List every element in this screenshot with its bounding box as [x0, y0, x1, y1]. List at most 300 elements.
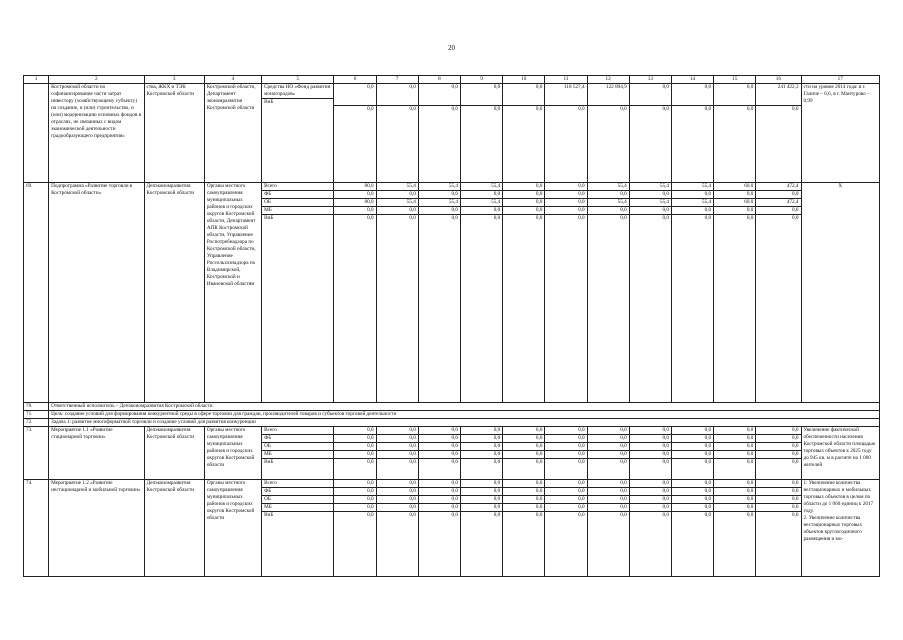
amount-value: 0,0 [451, 459, 458, 465]
amount-value: 0,0 [493, 106, 501, 112]
amount-value: 0,0 [377, 435, 418, 443]
amount-value: 0,0 [377, 427, 418, 435]
amount-value: 0,0 [545, 435, 586, 443]
amount-value: 0,0 [545, 443, 586, 451]
amount-value: 0,0 [535, 512, 543, 518]
amount-column [671, 480, 713, 577]
amount-value: 0,0 [792, 106, 799, 112]
amount-column [714, 84, 756, 183]
amount-column [418, 427, 460, 480]
amount-column [545, 183, 587, 403]
amount-value: 55,4 [419, 183, 460, 191]
amount-column [418, 183, 460, 403]
header-cell: 2 [49, 76, 144, 84]
amount-value: 0,0 [377, 191, 418, 199]
measure-name: Мероприятие 1.1 «Развитие стационарной торговли» [49, 427, 144, 480]
amount-value: 0,0 [672, 207, 713, 215]
amount-value: 0,0 [714, 496, 755, 504]
amount-value: 0,0 [545, 480, 586, 488]
amount-value: 0,0 [503, 443, 544, 451]
amount-value: 0,0 [461, 451, 502, 459]
header-cell: 1 [24, 76, 49, 84]
amount-value: 60,0 [714, 183, 755, 191]
amount-value: 0,0 [419, 191, 460, 199]
amount-value: 0,0 [545, 199, 586, 207]
amount-value: 0,0 [451, 106, 458, 112]
amount-value: 0,0 [756, 451, 800, 459]
amount-value: 0,0 [545, 496, 586, 504]
amount-value: 0,0 [545, 451, 586, 459]
amount-value: 0,0 [334, 504, 375, 512]
amount-value: 0,0 [545, 183, 586, 191]
amount-value: 0,0 [746, 512, 754, 518]
funding-sources [262, 84, 334, 183]
header-cell: 13 [629, 76, 671, 84]
amount-value: 472,4 [756, 199, 800, 207]
amount-column [376, 84, 418, 183]
amount-value: 0,0 [746, 459, 754, 465]
amount-value: 0,0 [334, 207, 375, 215]
amount-value: 0,0 [578, 215, 585, 221]
amount-value: 0,0 [334, 191, 375, 199]
amount-value: 0,0 [367, 459, 374, 465]
participants: Органы местного самоуправления муниципальных районов и городских округов Костромской области [204, 427, 261, 480]
amount-value: 0,0 [662, 512, 669, 518]
amount-value: 0,0 [367, 512, 374, 518]
section-row [24, 403, 880, 411]
measure-name: Подпрограмма «Развитие торговли в Костромской области» [49, 183, 144, 403]
funding-source-label: ОБ [262, 496, 333, 504]
amount-value: 0,0 [503, 451, 544, 459]
amount-value: 0,0 [588, 451, 629, 459]
amount-value: 0,0 [620, 512, 627, 518]
funding-source-label: Всего [262, 427, 333, 435]
amount-value: 0,0 [714, 427, 755, 435]
amount-value: 55,4 [588, 183, 629, 191]
amount-column [334, 480, 376, 577]
funding-source-label: Средства НО «Фонд развития моногородов» [262, 84, 333, 99]
amount-value: 0,0 [662, 215, 669, 221]
amount-column [587, 183, 629, 403]
amount-column [587, 427, 629, 480]
amount-value: 0,0 [714, 504, 755, 512]
amount-value: 55,4 [672, 183, 713, 191]
amount-column [587, 84, 629, 183]
header-cell: 4 [204, 76, 261, 84]
amount-value: 0,0 [756, 480, 800, 488]
row-number: 73. [24, 427, 49, 480]
amount-value: 0,0 [419, 207, 460, 215]
amount-value: 0,0 [588, 443, 629, 451]
amount-value: 0,0 [588, 488, 629, 496]
funding-source-label: ФБ [262, 191, 333, 199]
program-table [23, 75, 880, 577]
funding-sources [262, 427, 334, 480]
amount-column [460, 84, 502, 183]
amount-value: 0,0 [503, 488, 544, 496]
amount-value: 0,0 [419, 435, 460, 443]
funding-source-label: ОБ [262, 443, 333, 451]
funding-source-label: ВнБ [264, 512, 274, 518]
header-cell: 5 [262, 76, 334, 84]
executor: Депэкономразвития Костромской области [144, 183, 204, 403]
amount-column [503, 183, 545, 403]
amount-value: 0,0 [620, 106, 627, 112]
amount-column [460, 427, 502, 480]
amount-value: 0,0 [756, 427, 800, 435]
amount-value: 60,0 [714, 199, 755, 207]
funding-source-label: МБ [262, 451, 333, 459]
amount-column [460, 480, 502, 577]
amount-column [334, 84, 376, 183]
amount-value: 0,0 [461, 488, 502, 496]
measure-name: Мероприятие 1.2 «Развитие нестационарной и мобильной торговли» [49, 480, 144, 577]
table-row [24, 427, 880, 480]
amount-value: 0,0 [461, 496, 502, 504]
amount-value: 0,0 [672, 504, 713, 512]
amount-value: 0,0 [493, 459, 501, 465]
amount-value: 0,0 [714, 207, 755, 215]
amount-column [503, 427, 545, 480]
amount-value: 55,4 [461, 183, 502, 191]
amount-value: 0,0 [493, 512, 501, 518]
amount-value: 0,0 [409, 512, 416, 518]
amount-value: 0,0 [377, 488, 418, 496]
amount-value: 0,0 [630, 427, 671, 435]
amount-value: 0,0 [672, 480, 713, 488]
amount-value: 0,0 [756, 207, 800, 215]
amount-value: 0,0 [419, 488, 460, 496]
amount-value: 0,0 [419, 480, 460, 488]
amount-value: 0,0 [419, 496, 460, 504]
header-row [24, 76, 880, 84]
amount-value: 0,0 [704, 106, 712, 112]
amount-column [503, 84, 545, 183]
participants: Органы местного самоуправления муниципальных районов и городских округов Костромской области [204, 480, 261, 577]
amount-value: 0,0 [419, 84, 460, 106]
amount-value: 0,0 [334, 488, 375, 496]
amount-value: 0,0 [714, 488, 755, 496]
amount-column [460, 183, 502, 403]
funding-source-label: МБ [262, 504, 333, 512]
amount-value: 0,0 [545, 427, 586, 435]
amount-value: 0,0 [578, 106, 585, 112]
header-cell: 12 [587, 76, 629, 84]
amount-value: 55,4 [672, 199, 713, 207]
row-number: 71. [24, 411, 49, 419]
executor: Депэкономразвития Костромской области [144, 480, 204, 577]
amount-value: 0,0 [503, 207, 544, 215]
participants: Органы местного самоуправления муниципальных районов и городских округов Костромской области, Департамент АПК Костромской области, Управление Роспотребнадзора по Костромской области, Управление Россельхознадзора по Владимирской, Костромской и Ивановской областям [204, 183, 261, 403]
amount-value: 0,0 [588, 504, 629, 512]
amount-value: 0,0 [545, 488, 586, 496]
amount-column [671, 84, 713, 183]
amount-value: 0,0 [630, 504, 671, 512]
amount-value: 0,0 [493, 215, 501, 221]
table-row [24, 84, 880, 183]
amount-value: 0,0 [367, 215, 374, 221]
section-text: Цель: создание условий для формирования конкурентной среды в сфере торговли для граждан, производителей товаров и субъектов торговой деятельности [49, 411, 880, 419]
amount-value: 0,0 [630, 207, 671, 215]
amount-value: 0,0 [503, 496, 544, 504]
amount-value: 0,0 [334, 480, 375, 488]
amount-value: 0,0 [630, 496, 671, 504]
amount-value: 0,0 [704, 215, 712, 221]
amount-value: 0,0 [588, 480, 629, 488]
amount-value: 55,4 [377, 183, 418, 191]
amount-value: 0,0 [588, 435, 629, 443]
amount-column [629, 183, 671, 403]
amount-value: 118 527,4 [545, 84, 586, 106]
amount-value: 0,0 [672, 488, 713, 496]
amount-value: 0,0 [714, 435, 755, 443]
amount-column [714, 427, 756, 480]
amount-value: 0,0 [377, 207, 418, 215]
amount-value: 0,0 [545, 504, 586, 512]
amount-value: 0,0 [503, 191, 544, 199]
amount-value: 0,0 [704, 512, 712, 518]
amount-value: 0,0 [746, 215, 754, 221]
amount-value: 0,0 [503, 480, 544, 488]
amount-value: 80,0 [334, 183, 375, 191]
amount-value: 0,0 [630, 488, 671, 496]
amount-value: 0,0 [419, 504, 460, 512]
amount-value: 0,0 [630, 451, 671, 459]
amount-value: 0,0 [409, 106, 416, 112]
amount-value: 55,4 [588, 199, 629, 207]
amount-value: 0,0 [662, 106, 669, 112]
amount-column [671, 427, 713, 480]
amount-value: 0,0 [672, 191, 713, 199]
amount-value: 0,0 [588, 427, 629, 435]
expected-result: Увеличение фактической обеспеченности населения Костромской области площадью торговых объектов к 2025 году до 945 кв. м в расчете на 1 000 жителей [801, 427, 880, 480]
amount-value: 0,0 [334, 84, 375, 106]
amount-value: 55,4 [419, 199, 460, 207]
funding-source-label: ВнБ [264, 459, 274, 465]
amount-value: 0,0 [756, 443, 800, 451]
amount-value: 0,0 [545, 191, 586, 199]
header-cell: 9 [460, 76, 502, 84]
amount-value: 0,0 [756, 435, 800, 443]
section-row [24, 411, 880, 419]
header-cell: 7 [376, 76, 418, 84]
amount-value: 472,4 [756, 183, 800, 191]
amount-value: 0,0 [535, 106, 543, 112]
amount-column [545, 480, 587, 577]
amount-value: 0,0 [672, 435, 713, 443]
amount-value: 0,0 [377, 480, 418, 488]
table-row [24, 480, 880, 577]
amount-column [418, 480, 460, 577]
amount-value: 0,0 [451, 215, 458, 221]
amount-value: 0,0 [714, 191, 755, 199]
funding-sources [262, 183, 334, 403]
amount-value: 0,0 [377, 84, 418, 106]
amount-value: 0,0 [588, 496, 629, 504]
amount-value: 0,0 [461, 207, 502, 215]
amount-value: 0,0 [461, 191, 502, 199]
header-cell: 6 [334, 76, 376, 84]
amount-value: 0,0 [672, 451, 713, 459]
amount-value: 0,0 [451, 512, 458, 518]
amount-value: 0,0 [714, 451, 755, 459]
header-cell: 10 [503, 76, 545, 84]
amount-value: 0,0 [334, 451, 375, 459]
funding-source-label: ОБ [262, 199, 333, 207]
funding-source-label: ФБ [262, 488, 333, 496]
expected-result: 1. Увеличение количества нестационарных и мобильных торговых объектов в целом по области до 1 060 единиц к 2017 году. 2. Увеличение количества нестационарных торговых объектов круглогодичного размещения и мо- [801, 480, 880, 577]
amount-column [376, 427, 418, 480]
amount-column [629, 480, 671, 577]
amount-column [756, 84, 801, 183]
amount-column [587, 480, 629, 577]
amount-value: 0,0 [503, 427, 544, 435]
amount-value: 0,0 [756, 488, 800, 496]
executor: ства, ЖКХ и ТЭК Костромской области [144, 84, 204, 183]
amount-column [503, 480, 545, 577]
amount-value: 0,0 [503, 435, 544, 443]
amount-value: 55,4 [377, 199, 418, 207]
row-number: 72. [24, 419, 49, 427]
executor: Депэкономразвития Костромской области [144, 427, 204, 480]
amount-value: 0,0 [503, 84, 544, 106]
amount-value: 0,0 [461, 480, 502, 488]
header-cell: 11 [545, 76, 587, 84]
amount-column [418, 84, 460, 183]
amount-value: 0,0 [503, 183, 544, 191]
row-number: 70. [24, 403, 49, 411]
amount-value: 0,0 [672, 496, 713, 504]
amount-value: 0,0 [620, 215, 627, 221]
amount-value: 0,0 [792, 459, 799, 465]
amount-value: 0,0 [672, 427, 713, 435]
header-cell: 16 [756, 76, 801, 84]
amount-value: 241 422,3 [756, 84, 800, 106]
amount-value: 0,0 [630, 443, 671, 451]
amount-value: 0,0 [377, 443, 418, 451]
amount-value: 0,0 [334, 435, 375, 443]
amount-column [629, 427, 671, 480]
section-row [24, 419, 880, 427]
amount-value: 0,0 [792, 512, 799, 518]
amount-value: 0,0 [588, 207, 629, 215]
funding-source-label: ВнБ [264, 215, 274, 221]
amount-value: 0,0 [334, 427, 375, 435]
amount-value: 0,0 [714, 443, 755, 451]
amount-value: 0,0 [377, 496, 418, 504]
page-number: 20 [448, 44, 455, 52]
amount-column [714, 480, 756, 577]
amount-value: 0,0 [620, 459, 627, 465]
amount-value: 0,0 [662, 459, 669, 465]
amount-value: 0,0 [630, 480, 671, 488]
amount-column [629, 84, 671, 183]
section-text: Ответственный исполнитель – Депэкономразвития Костромской области [49, 403, 880, 411]
amount-value: 0,0 [792, 215, 799, 221]
amount-value: 0,0 [409, 459, 416, 465]
header-cell: 15 [714, 76, 756, 84]
amount-column [671, 183, 713, 403]
header-cell: 14 [671, 76, 713, 84]
amount-value: 0,0 [377, 504, 418, 512]
amount-column [334, 427, 376, 480]
amount-column [756, 480, 801, 577]
amount-value: 0,0 [756, 496, 800, 504]
amount-value: 0,0 [503, 199, 544, 207]
amount-value: 0,0 [672, 84, 713, 106]
expected-result: Х [801, 183, 880, 403]
amount-value: 0,0 [419, 451, 460, 459]
row-number: 69. [24, 183, 49, 403]
amount-value: 0,0 [461, 84, 502, 106]
amount-column [756, 427, 801, 480]
amount-value: 0,0 [672, 443, 713, 451]
amount-value: 0,0 [756, 191, 800, 199]
amount-value: 0,0 [461, 504, 502, 512]
measure-name: Костромской области на софинансирование части затрат инвестору (хозяйствующему субъекту) на создание, и (или) строительство, и (или) модернизацию основных фондов в отраслях, не связанных с видом экономической деятельности градообразующего предприятия» [49, 84, 144, 183]
amount-column [545, 84, 587, 183]
funding-source-label: Всего [262, 480, 333, 488]
amount-value: 55,4 [461, 199, 502, 207]
amount-value: 0,0 [535, 459, 543, 465]
amount-column [545, 427, 587, 480]
funding-sources [262, 480, 334, 577]
amount-value: 0,0 [630, 435, 671, 443]
amount-value: 55,4 [630, 199, 671, 207]
funding-source-label: МБ [262, 207, 333, 215]
amount-column [376, 480, 418, 577]
amount-value: 0,0 [419, 427, 460, 435]
header-cell: 3 [144, 76, 204, 84]
amount-column [756, 183, 801, 403]
section-text: Задача 1: развитие многоформатной торговли и создание условий для развития конкуренции [49, 419, 880, 427]
header-cell: 8 [418, 76, 460, 84]
amount-column [334, 183, 376, 403]
amount-value: 0,0 [461, 443, 502, 451]
amount-column [714, 183, 756, 403]
amount-value: 0,0 [409, 215, 416, 221]
amount-value: 0,0 [377, 451, 418, 459]
amount-value: 0,0 [461, 435, 502, 443]
funding-source-label: ФБ [262, 435, 333, 443]
amount-value: 0,0 [535, 215, 543, 221]
amount-value: 0,0 [578, 459, 585, 465]
amount-column [376, 183, 418, 403]
participants: Костромской области, Департамент экономразвития Костромской области [204, 84, 261, 183]
amount-value: 80,0 [334, 199, 375, 207]
amount-value: 0,0 [630, 84, 671, 106]
amount-value: 0,0 [704, 459, 712, 465]
row-number [24, 84, 49, 183]
amount-value: 0,0 [367, 106, 374, 112]
header-cell: 17 [801, 76, 880, 84]
amount-value: 0,0 [461, 427, 502, 435]
funding-source-label: Всего [262, 183, 333, 191]
amount-value: 0,0 [578, 512, 585, 518]
amount-value: 55,4 [630, 183, 671, 191]
amount-value: 0,0 [334, 443, 375, 451]
amount-value: 0,0 [630, 191, 671, 199]
amount-value: 0,0 [714, 84, 755, 106]
amount-value: 0,0 [334, 496, 375, 504]
amount-value: 0,0 [419, 443, 460, 451]
amount-value: 0,0 [746, 106, 754, 112]
expected-result: сти на уровне 2014 года: в г. Галиче – 0,6, в г. Мантурово – 0,99 [801, 84, 880, 183]
amount-value: 0,0 [714, 480, 755, 488]
amount-value: 0,0 [503, 504, 544, 512]
amount-value: 0,0 [756, 504, 800, 512]
funding-source-label: ВнБ [264, 99, 274, 105]
